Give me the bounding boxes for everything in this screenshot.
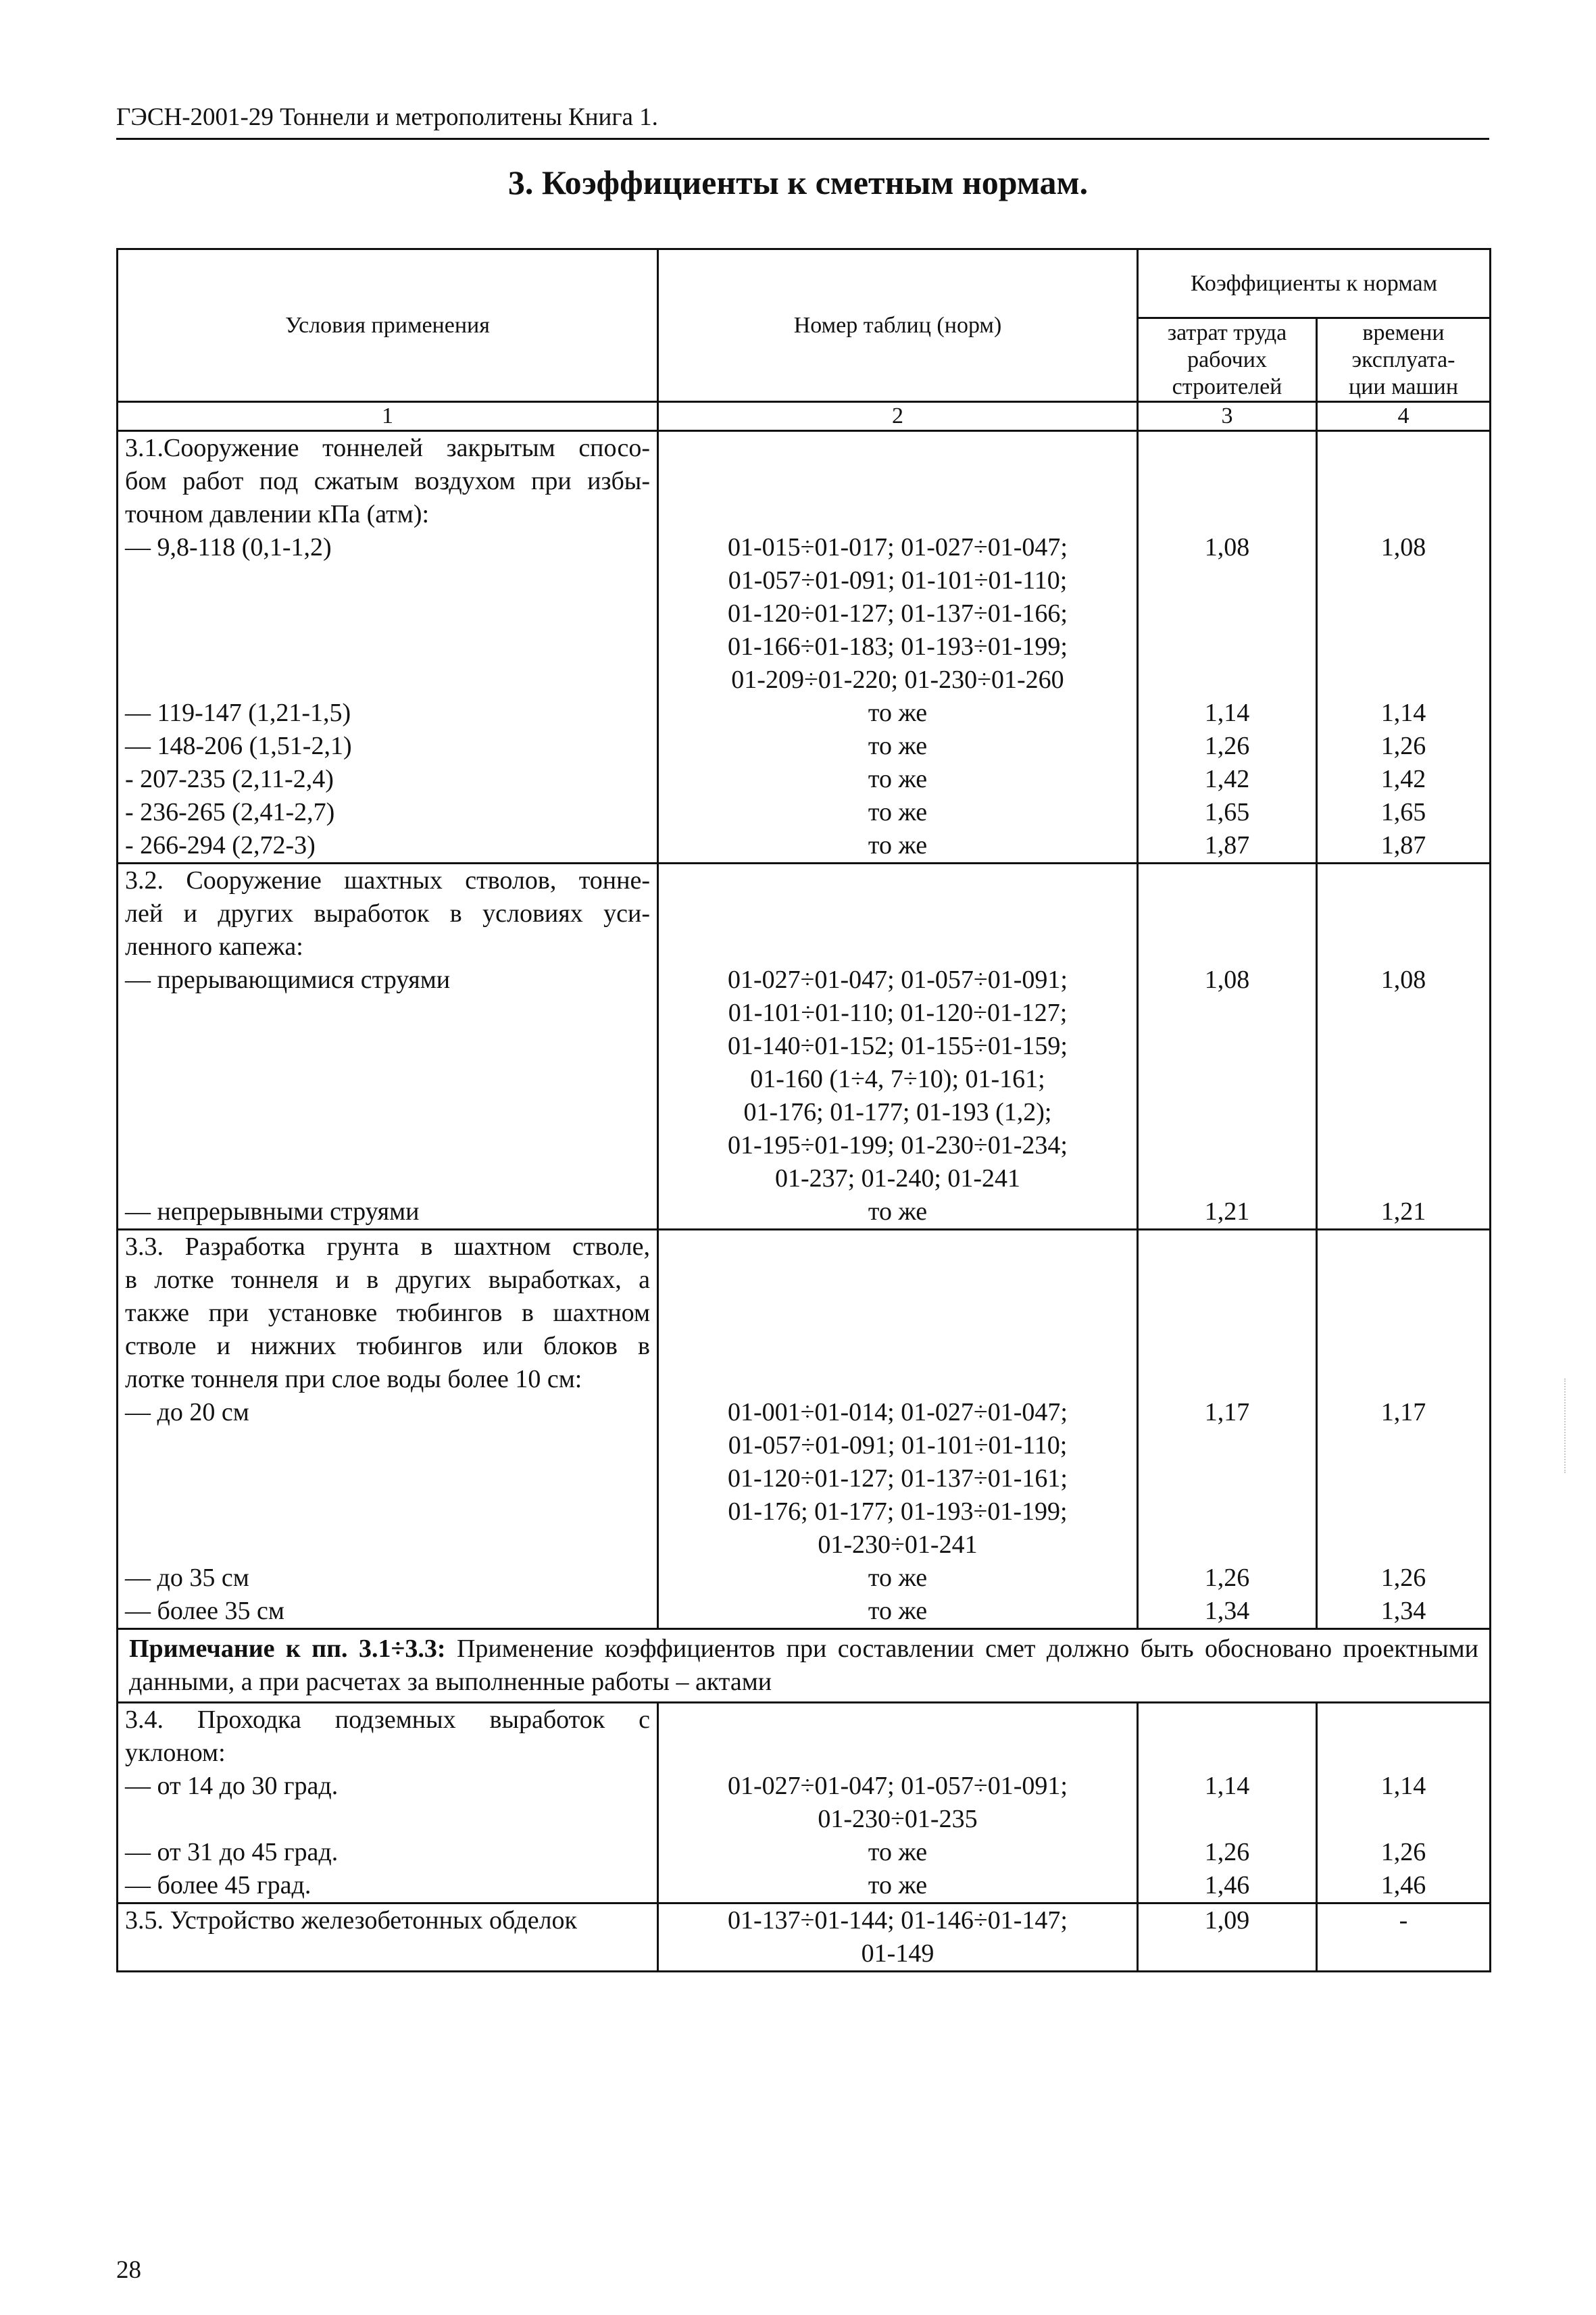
table-number-ref: 01-209÷01-220; 01-230÷01-260 [731, 666, 1064, 694]
header-labor-line: строителей [1172, 374, 1282, 399]
running-header: ГЭСН-2001-29 Тоннели и метрополитены Книга 1. [116, 103, 658, 131]
spacer-line [125, 1429, 650, 1462]
spacer-line [1324, 1096, 1482, 1129]
section-conditions-cell [118, 864, 658, 1230]
spacer-line [1145, 1703, 1309, 1737]
labor-coefficient: 1,42 [1204, 765, 1250, 793]
condition-item: — более 35 см [125, 1597, 284, 1625]
machine-coefficient: 1,08 [1380, 966, 1426, 994]
note-text: Применение коэффициентов при составлении смет должно быть обосновано проектными данными, а при расчетах за выполненные работы – актами [129, 1635, 1479, 1696]
spacer-line [1145, 1937, 1309, 1970]
table-number-ref: то же [868, 1197, 928, 1226]
spacer-line [1145, 930, 1309, 964]
spacer-line [1145, 597, 1309, 630]
section-labor-cell [1138, 1230, 1317, 1629]
condition-item: — от 14 до 30 град. [125, 1772, 339, 1800]
column-number: 3 [1138, 402, 1317, 431]
spacer-line [1145, 1737, 1309, 1770]
section-row [118, 1703, 1491, 1903]
spacer-line [1324, 1462, 1482, 1495]
header-machine-line: ции машин [1348, 374, 1459, 399]
spacer-line [666, 930, 1130, 964]
section-tables-cell [658, 1703, 1138, 1903]
spacer-line [1324, 630, 1482, 664]
spacer-line [1145, 1096, 1309, 1129]
section-machine-cell [1317, 1903, 1491, 1972]
machine-coefficient: 1,21 [1380, 1197, 1426, 1226]
table-number-ref: 01-101÷01-110; 01-120÷01-127; [728, 999, 1068, 1027]
header-coefficients-group: Коэффициенты к нормам [1138, 249, 1491, 318]
machine-coefficient: 1,17 [1380, 1398, 1426, 1426]
labor-coefficient: 1,21 [1204, 1197, 1250, 1226]
spacer-line [1145, 1363, 1309, 1396]
section-conditions-cell [118, 1703, 658, 1903]
labor-coefficient: 1,65 [1204, 798, 1250, 826]
scan-margin-dots [1564, 1378, 1568, 1473]
header-conditions: Условия применения [118, 249, 658, 402]
spacer-line [1324, 664, 1482, 697]
spacer-line [1145, 1030, 1309, 1063]
table-number-ref: 01-120÷01-127; 01-137÷01-161; [728, 1464, 1068, 1493]
spacer-line [1145, 465, 1309, 498]
spacer-line [666, 1363, 1130, 1396]
section-machine-cell [1317, 431, 1491, 864]
spacer-line [1145, 630, 1309, 664]
labor-coefficient: 1,26 [1204, 732, 1250, 760]
machine-coefficient: 1,14 [1380, 1772, 1426, 1800]
table-number-ref: 01-001÷01-014; 01-027÷01-047; [728, 1398, 1068, 1426]
table-number-ref: то же [868, 732, 928, 760]
spacer-line [666, 1297, 1130, 1330]
spacer-line [1324, 1129, 1482, 1162]
machine-coefficient: 1,26 [1380, 732, 1426, 760]
column-number: 1 [118, 402, 658, 431]
section-title-line: лотке тоннеля при слое воды более 10 см: [125, 1365, 582, 1393]
condition-item: — непрерывными струями [125, 1197, 420, 1226]
spacer-line [1324, 1030, 1482, 1063]
spacer-line [1145, 1063, 1309, 1096]
spacer-line [125, 1162, 650, 1195]
table-number-ref: то же [868, 1871, 928, 1899]
spacer-line [1145, 1495, 1309, 1528]
labor-coefficient: 1,14 [1204, 699, 1250, 727]
section-row [118, 1903, 1491, 1972]
spacer-line [666, 864, 1130, 897]
table-number-ref: 01-237; 01-240; 01-241 [774, 1164, 1021, 1193]
spacer-line [125, 597, 650, 630]
spacer-line [1324, 465, 1482, 498]
spacer-line [1324, 1264, 1482, 1297]
table-number-ref: 01-120÷01-127; 01-137÷01-166; [728, 599, 1068, 628]
table-number-ref: то же [868, 1564, 928, 1592]
condition-item: — от 31 до 45 град. [125, 1838, 339, 1866]
spacer-line [1145, 897, 1309, 930]
condition-item: — более 45 град. [125, 1871, 311, 1899]
condition-item: — 148-206 (1,51-2,1) [125, 732, 352, 760]
table-number-ref: 01-230÷01-235 [818, 1805, 978, 1833]
labor-coefficient: 1,46 [1204, 1871, 1250, 1899]
spacer-line [1324, 1363, 1482, 1396]
machine-coefficient: - [1399, 1906, 1408, 1935]
table-number-ref: 01-195÷01-199; 01-230÷01-234; [728, 1131, 1068, 1160]
section-title-line: 3.4. Проходка подземных выработок с [125, 1706, 650, 1734]
table-number-ref: 01-160 (1÷4, 7÷10); 01-161; [750, 1065, 1045, 1093]
labor-coefficient: 1,14 [1204, 1772, 1250, 1800]
section-labor-cell [1138, 431, 1317, 864]
section-title-line: в лотке тоннеля и в других выработках, а [125, 1266, 650, 1294]
labor-coefficient: 1,08 [1204, 966, 1250, 994]
spacer-line [125, 630, 650, 664]
section-conditions-cell [118, 1230, 658, 1629]
table-number-ref: то же [868, 1838, 928, 1866]
section-title-line: лей и других выработок в условиях уси- [125, 899, 650, 928]
spacer-line [1324, 1230, 1482, 1264]
spacer-line [1145, 1803, 1309, 1836]
labor-coefficient: 1,08 [1204, 533, 1250, 562]
spacer-line [125, 1063, 650, 1096]
section-row [118, 864, 1491, 1230]
section-title-line: уклоном: [125, 1739, 226, 1767]
spacer-line [666, 897, 1130, 930]
machine-coefficient: 1,08 [1380, 533, 1426, 562]
section-title-line: 3.3. Разработка грунта в шахтном стволе, [125, 1233, 650, 1261]
spacer-line [1324, 997, 1482, 1030]
section-tables-cell [658, 1903, 1138, 1972]
condition-item: - 207-235 (2,11-2,4) [125, 765, 334, 793]
spacer-line [1324, 897, 1482, 930]
section-machine-cell [1317, 1703, 1491, 1903]
machine-coefficient: 1,42 [1380, 765, 1426, 793]
spacer-line [1145, 1264, 1309, 1297]
condition-item: — до 35 см [125, 1564, 249, 1592]
condition-item: - 266-294 (2,72-3) [125, 831, 316, 860]
table-number-ref: 01-176; 01-177; 01-193÷01-199; [728, 1497, 1068, 1526]
spacer-line [125, 1495, 650, 1528]
spacer-line [1145, 432, 1309, 465]
section-title-line: точном давлении кПа (атм): [125, 500, 430, 528]
section-labor-cell [1138, 864, 1317, 1230]
spacer-line [666, 1330, 1130, 1363]
labor-coefficient: 1,26 [1204, 1838, 1250, 1866]
table-number-ref: то же [868, 1597, 928, 1625]
spacer-line [1324, 1330, 1482, 1363]
table-number-ref: 01-230÷01-241 [818, 1530, 978, 1559]
machine-coefficient: 1,14 [1380, 699, 1426, 727]
section-title-line: 3.1.Сооружение тоннелей закрытым спосо- [125, 434, 650, 462]
spacer-line [1145, 1429, 1309, 1462]
spacer-line [1324, 1937, 1482, 1970]
condition-item: — прерывающимися струями [125, 966, 451, 994]
spacer-line [1324, 597, 1482, 630]
spacer-line [125, 997, 650, 1030]
header-labor-line: рабочих [1187, 347, 1267, 372]
section-title-line: ленного капежа: [125, 932, 303, 961]
table-number-ref: 01-015÷01-017; 01-027÷01-047; [728, 533, 1068, 562]
machine-coefficient: 1,26 [1380, 1564, 1426, 1592]
note-cell [118, 1629, 1491, 1703]
section-row [118, 431, 1491, 864]
section-title-line: также при установке тюбингов в шахтном [125, 1299, 650, 1327]
header-machine-time [1317, 318, 1491, 402]
spacer-line [1145, 997, 1309, 1030]
table-number-ref: 01-027÷01-047; 01-057÷01-091; [728, 1772, 1068, 1800]
spacer-line [666, 1264, 1130, 1297]
spacer-line [125, 1096, 650, 1129]
note-row [118, 1629, 1491, 1703]
section-conditions-cell [118, 431, 658, 864]
spacer-line [1145, 1330, 1309, 1363]
spacer-line [666, 1703, 1130, 1737]
coefficients-table [116, 248, 1491, 1972]
table-number-ref: 01-166÷01-183; 01-193÷01-199; [728, 632, 1068, 661]
section-row [118, 1230, 1491, 1629]
spacer-line [1324, 498, 1482, 531]
table-number-ref: 01-027÷01-047; 01-057÷01-091; [728, 966, 1068, 994]
spacer-line [1324, 1429, 1482, 1462]
section-labor-cell [1138, 1703, 1317, 1903]
spacer-line [1324, 1737, 1482, 1770]
section-title-line: 3.2. Сооружение шахтных стволов, тонне- [125, 866, 650, 895]
labor-coefficient: 1,09 [1204, 1906, 1250, 1935]
spacer-line [666, 432, 1130, 465]
labor-coefficient: 1,26 [1204, 1564, 1250, 1592]
table-number-ref: 01-057÷01-091; 01-101÷01-110; [728, 566, 1068, 595]
page-number: 28 [116, 2256, 141, 2284]
table-number-ref: то же [868, 699, 928, 727]
spacer-line [125, 1528, 650, 1562]
spacer-line [1324, 432, 1482, 465]
header-rule [116, 138, 1489, 140]
condition-item: — 119-147 (1,21-1,5) [125, 699, 351, 727]
spacer-line [1324, 1063, 1482, 1096]
spacer-line [125, 1803, 650, 1836]
section-labor-cell [1138, 1903, 1317, 1972]
spacer-line [666, 1737, 1130, 1770]
machine-coefficient: 1,87 [1380, 831, 1426, 860]
column-number: 2 [658, 402, 1138, 431]
spacer-line [125, 1462, 650, 1495]
spacer-line [1145, 498, 1309, 531]
note-label: Примечание к пп. 3.1÷3.3: [129, 1635, 446, 1663]
spacer-line [1145, 1297, 1309, 1330]
condition-item: - 236-265 (2,41-2,7) [125, 798, 335, 826]
labor-coefficient: 1,87 [1204, 831, 1250, 860]
header-table-numbers: Номер таблиц (норм) [658, 249, 1138, 402]
spacer-line [1324, 1803, 1482, 1836]
spacer-line [666, 498, 1130, 531]
spacer-line [125, 1129, 650, 1162]
spacer-line [1145, 864, 1309, 897]
header-machine-line: времени [1362, 320, 1445, 345]
spacer-line [125, 564, 650, 597]
spacer-line [1145, 1162, 1309, 1195]
spacer-line [1324, 1297, 1482, 1330]
section-machine-cell [1317, 864, 1491, 1230]
section-tables-cell [658, 431, 1138, 864]
condition-item: — до 20 см [125, 1398, 249, 1426]
column-number: 4 [1317, 402, 1491, 431]
spacer-line [1145, 564, 1309, 597]
spacer-line [125, 664, 650, 697]
table-number-ref: 01-176; 01-177; 01-193 (1,2); [743, 1098, 1052, 1126]
table-number-ref: 01-149 [861, 1939, 934, 1968]
machine-coefficient: 1,46 [1380, 1871, 1426, 1899]
section-machine-cell [1317, 1230, 1491, 1629]
section-title-line: стволе и нижних тюбингов или блоков в [125, 1332, 650, 1360]
machine-coefficient: 1,34 [1380, 1597, 1426, 1625]
section-conditions-cell [118, 1903, 658, 1972]
table-number-ref: 01-137÷01-144; 01-146÷01-147; [728, 1906, 1068, 1935]
section-tables-cell [658, 864, 1138, 1230]
spacer-line [1145, 1462, 1309, 1495]
spacer-line [125, 1030, 650, 1063]
page-title: 3. Коэффициенты к сметным нормам. [507, 164, 1089, 201]
spacer-line [1324, 930, 1482, 964]
spacer-line [666, 1230, 1130, 1264]
header-machine-line: эксплуата- [1351, 347, 1455, 372]
table-number-ref: то же [868, 831, 928, 860]
table-number-ref: 01-140÷01-152; 01-155÷01-159; [728, 1032, 1068, 1060]
spacer-line [1145, 1230, 1309, 1264]
spacer-line [1145, 1528, 1309, 1562]
table-number-ref: то же [868, 798, 928, 826]
spacer-line [1324, 1162, 1482, 1195]
spacer-line [1324, 1528, 1482, 1562]
spacer-line [1145, 664, 1309, 697]
spacer-line [1324, 564, 1482, 597]
header-labor-cost [1138, 318, 1317, 402]
machine-coefficient: 1,65 [1380, 798, 1426, 826]
section-title-line: 3.5. Устройство железобетонных обделок [125, 1906, 577, 1935]
table-number-ref: то же [868, 765, 928, 793]
labor-coefficient: 1,34 [1204, 1597, 1250, 1625]
spacer-line [666, 465, 1130, 498]
section-tables-cell [658, 1230, 1138, 1629]
spacer-line [1324, 1495, 1482, 1528]
machine-coefficient: 1,26 [1380, 1838, 1426, 1866]
labor-coefficient: 1,17 [1204, 1398, 1250, 1426]
section-title-line: бом работ под сжатым воздухом при избы- [125, 467, 650, 495]
spacer-line [1324, 1703, 1482, 1737]
spacer-line [125, 1937, 650, 1970]
header-labor-line: затрат труда [1167, 320, 1287, 345]
spacer-line [1324, 864, 1482, 897]
condition-item: — 9,8-118 (0,1-1,2) [125, 533, 332, 562]
spacer-line [1145, 1129, 1309, 1162]
table-number-ref: 01-057÷01-091; 01-101÷01-110; [728, 1431, 1068, 1460]
